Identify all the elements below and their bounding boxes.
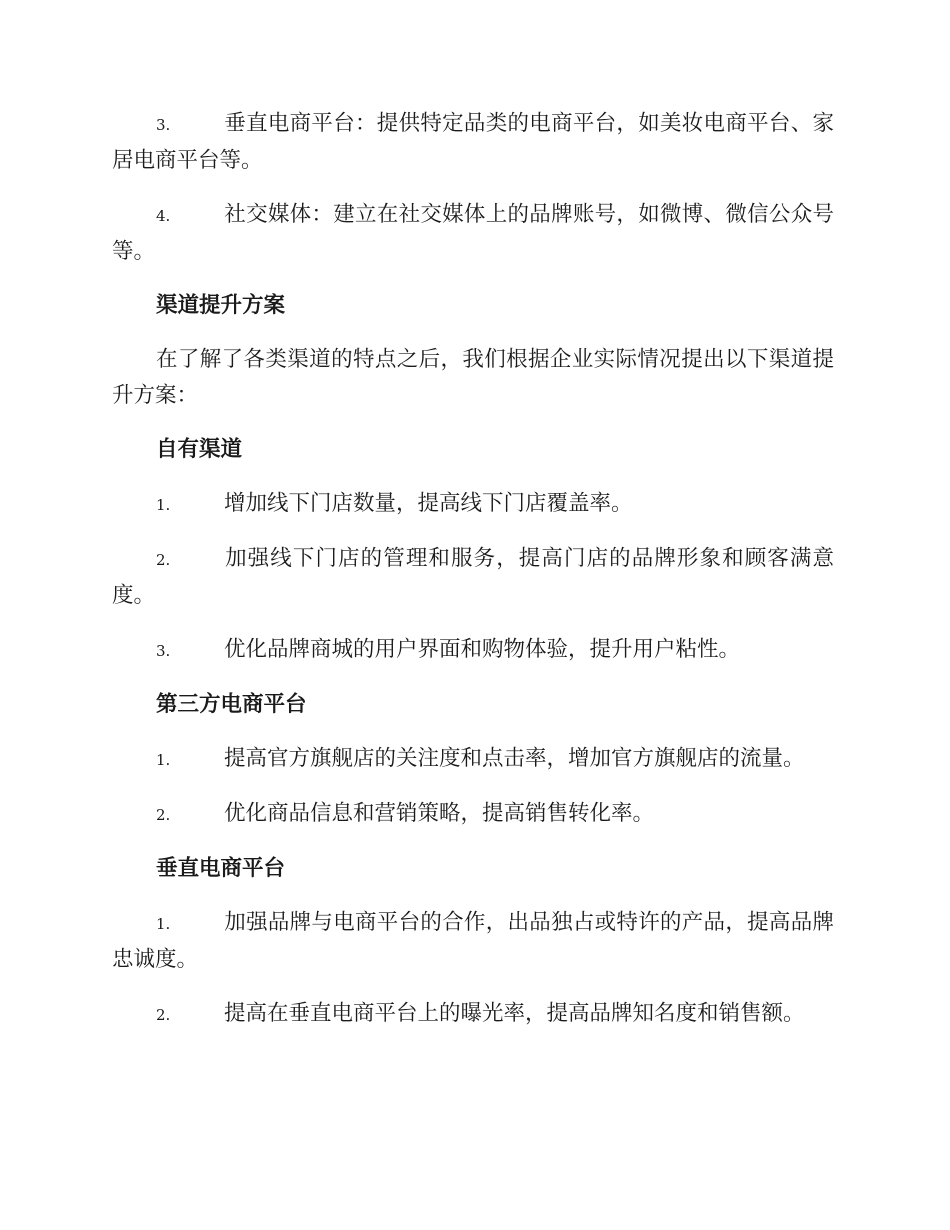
list-item <box>112 486 834 523</box>
section-heading: 第三方电商平台 <box>156 692 307 717</box>
list-number: 2. <box>156 1006 171 1024</box>
document-page <box>112 106 834 1051</box>
list-item <box>112 905 834 978</box>
section-heading: 自有渠道 <box>156 437 243 462</box>
list-item <box>112 197 834 270</box>
list-number: 1. <box>156 751 171 769</box>
list-number: 1. <box>156 915 171 933</box>
list-item <box>112 796 834 833</box>
body-paragraph: 在了解了各类渠道的特点之后，我们根据企业实际情况提出以下渠道提升方案： <box>112 347 834 408</box>
list-number: 3. <box>156 642 171 660</box>
list-number: 2. <box>156 806 171 824</box>
list-item <box>112 106 834 179</box>
section-heading: 垂直电商平台 <box>156 856 286 881</box>
section-heading: 渠道提升方案 <box>156 293 286 318</box>
list-item <box>112 541 834 614</box>
list-item-text: 优化品牌商城的用户界面和购物体验，提升用户粘性。 <box>224 637 741 662</box>
list-item-text: 加强线下门店的管理和服务，提高门店的品牌形象和顾客满意度。 <box>112 546 834 608</box>
list-item-text: 提高在垂直电商平台上的曝光率，提高品牌知名度和销售额。 <box>224 1001 805 1026</box>
list-number: 4. <box>156 207 171 225</box>
list-number: 2. <box>156 551 171 569</box>
list-item-text: 社交媒体：建立在社交媒体上的品牌账号，如微博、微信公众号等。 <box>112 202 834 264</box>
list-item <box>112 996 834 1033</box>
list-item-text: 加强品牌与电商平台的合作，出品独占或特许的产品，提高品牌忠诚度。 <box>112 910 834 972</box>
list-item <box>112 741 834 778</box>
list-item <box>112 632 834 669</box>
list-number: 1. <box>156 496 171 514</box>
list-item-text: 增加线下门店数量，提高线下门店覆盖率。 <box>224 491 633 516</box>
list-item-text: 提高官方旗舰店的关注度和点击率，增加官方旗舰店的流量。 <box>224 746 805 771</box>
list-number: 3. <box>156 116 171 134</box>
list-item-text: 垂直电商平台：提供特定品类的电商平台，如美妆电商平台、家居电商平台等。 <box>112 111 834 173</box>
list-item-text: 优化商品信息和营销策略，提高销售转化率。 <box>224 801 655 826</box>
